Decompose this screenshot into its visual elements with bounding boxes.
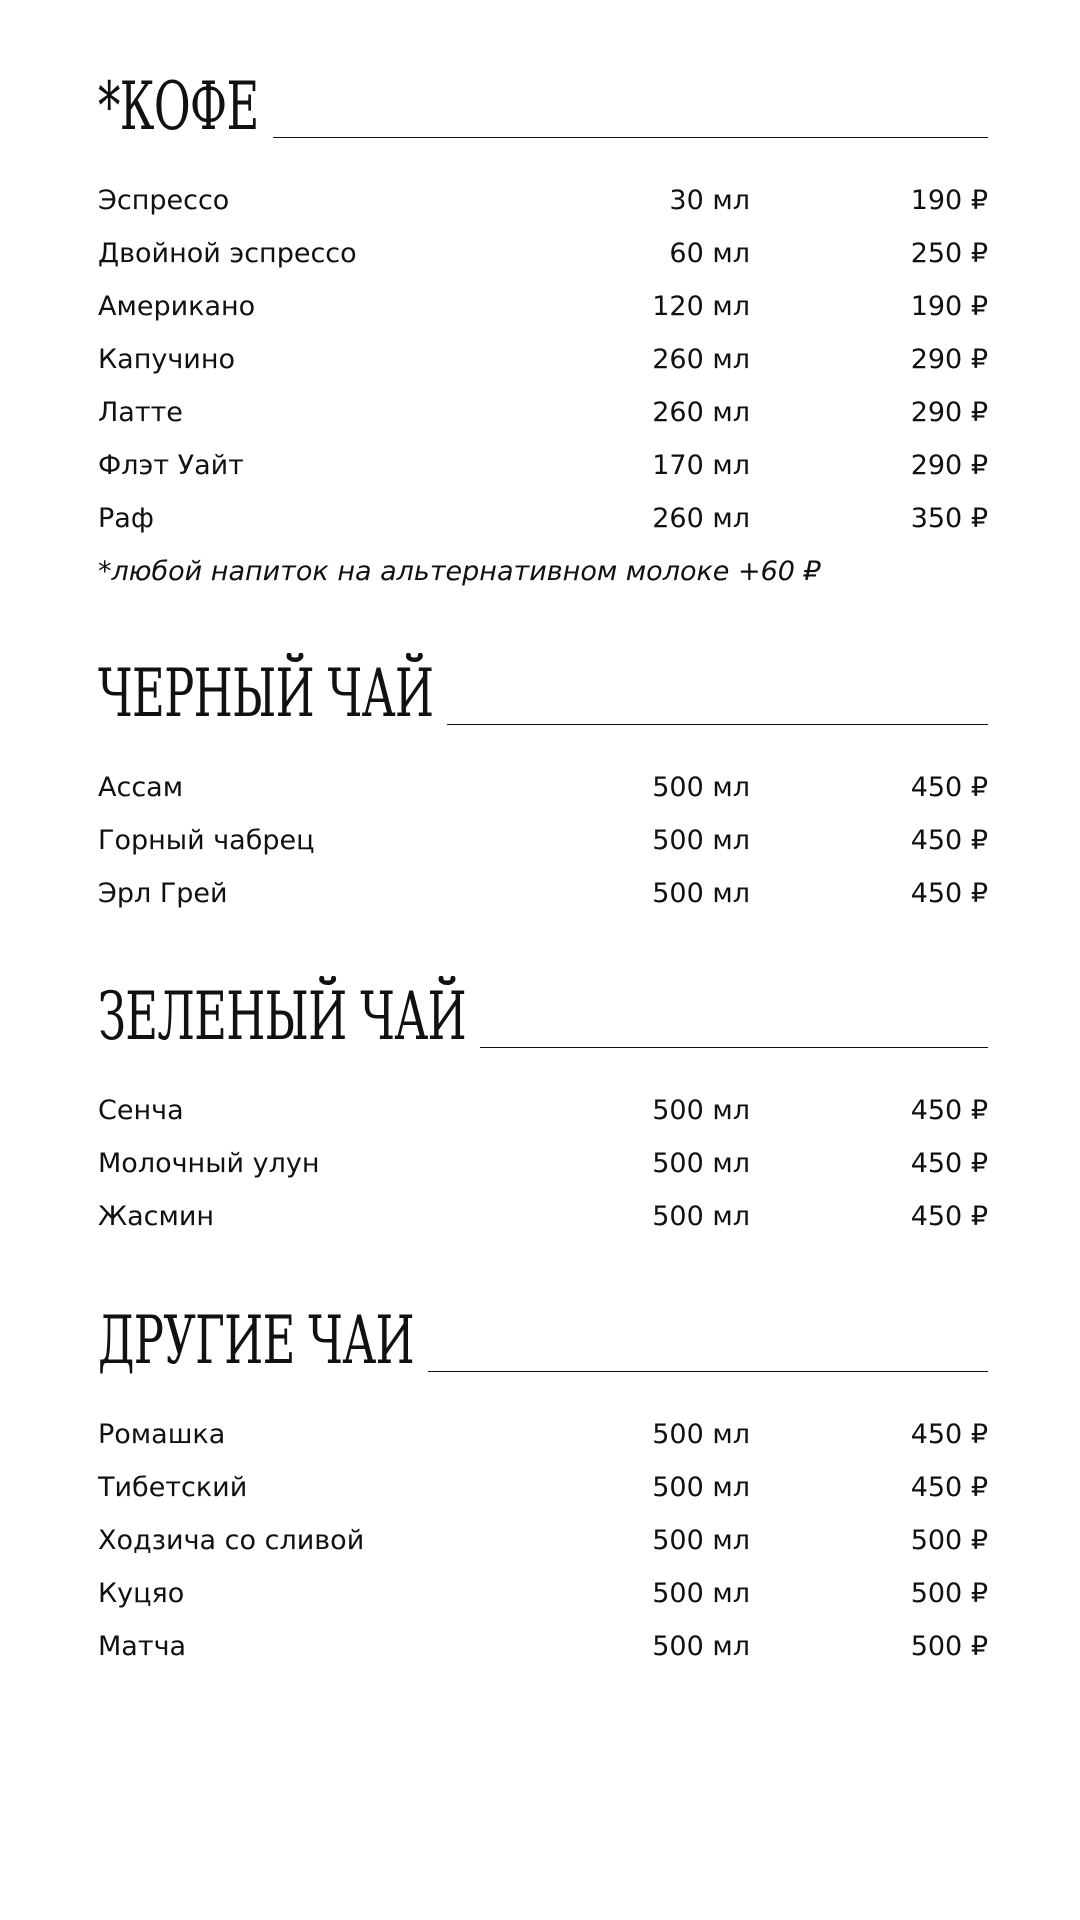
menu-row [98, 1567, 988, 1620]
item-volume: 500 мл [652, 1472, 750, 1503]
item-price: 450 ₽ [910, 772, 988, 803]
menu-row [98, 867, 988, 920]
coffee-heading-rule [273, 137, 988, 138]
item-volume: 30 мл [669, 185, 750, 216]
green-tea-title: ЗЕЛЕНЫЙ ЧАЙ [98, 978, 466, 1055]
item-name: Латте [98, 397, 183, 428]
other-tea-title: ДРУГИЕ ЧАИ [98, 1302, 415, 1379]
item-price: 450 ₽ [910, 825, 988, 856]
item-price: 190 ₽ [910, 291, 988, 322]
item-volume: 170 мл [652, 450, 750, 481]
menu-row [98, 1461, 988, 1514]
menu-row [98, 227, 988, 280]
item-name: Американо [98, 291, 256, 322]
item-volume: 260 мл [652, 397, 750, 428]
menu-row [98, 1084, 988, 1137]
item-price: 450 ₽ [910, 1201, 988, 1232]
item-price: 450 ₽ [910, 1472, 988, 1503]
item-price: 500 ₽ [910, 1525, 988, 1556]
item-price: 500 ₽ [910, 1631, 988, 1662]
item-price: 250 ₽ [910, 238, 988, 269]
item-price: 450 ₽ [910, 1419, 988, 1450]
menu-row [98, 333, 988, 386]
item-volume: 260 мл [652, 503, 750, 534]
menu-row [98, 761, 988, 814]
green-tea-heading [98, 970, 988, 1055]
item-price: 290 ₽ [910, 397, 988, 428]
item-price: 500 ₽ [910, 1578, 988, 1609]
coffee-heading [98, 60, 988, 145]
alternative-milk-note: *любой напиток на альтернативном молоке +60 ₽ [98, 556, 821, 587]
item-name: Куцяо [98, 1578, 185, 1609]
menu-row [98, 814, 988, 867]
item-name: Капучино [98, 344, 236, 375]
menu-row [98, 174, 988, 227]
item-name: Эспрессо [98, 185, 230, 216]
item-price: 350 ₽ [910, 503, 988, 534]
menu-row [98, 1514, 988, 1567]
item-price: 450 ₽ [910, 1095, 988, 1126]
item-volume: 500 мл [652, 878, 750, 909]
item-volume: 500 мл [652, 772, 750, 803]
menu-row [98, 439, 988, 492]
item-volume: 500 мл [652, 1419, 750, 1450]
menu-row [98, 1408, 988, 1461]
black-tea-title: ЧЕРНЫЙ ЧАЙ [98, 655, 434, 732]
item-price: 290 ₽ [910, 450, 988, 481]
menu-row [98, 492, 988, 545]
item-volume: 500 мл [652, 1578, 750, 1609]
item-volume: 260 мл [652, 344, 750, 375]
item-volume: 60 мл [669, 238, 750, 269]
menu-row [98, 1620, 988, 1673]
coffee-title: *КОФЕ [98, 68, 259, 145]
menu-row [98, 280, 988, 333]
item-name: Тибетский [98, 1472, 248, 1503]
menu-row [98, 1190, 988, 1243]
item-name: Горный чабрец [98, 825, 315, 856]
other-tea-heading [98, 1294, 988, 1379]
item-price: 190 ₽ [910, 185, 988, 216]
item-name: Матча [98, 1631, 187, 1662]
item-volume: 120 мл [652, 291, 750, 322]
item-name: Сенча [98, 1095, 184, 1126]
item-name: Ромашка [98, 1419, 226, 1450]
item-name: Ходзича со сливой [98, 1525, 365, 1556]
menu-row [98, 386, 988, 439]
item-volume: 500 мл [652, 825, 750, 856]
item-name: Ассам [98, 772, 184, 803]
item-price: 450 ₽ [910, 1148, 988, 1179]
black-tea-heading [98, 647, 988, 732]
item-volume: 500 мл [652, 1525, 750, 1556]
item-name: Эрл Грей [98, 878, 228, 909]
item-name: Жасмин [98, 1201, 215, 1232]
item-price: 450 ₽ [910, 878, 988, 909]
black-tea-heading-rule [447, 724, 988, 725]
menu-row [98, 1137, 988, 1190]
item-volume: 500 мл [652, 1201, 750, 1232]
item-price: 290 ₽ [910, 344, 988, 375]
item-volume: 500 мл [652, 1148, 750, 1179]
item-name: Двойной эспрессо [98, 238, 357, 269]
item-volume: 500 мл [652, 1095, 750, 1126]
green-tea-heading-rule [480, 1047, 988, 1048]
item-volume: 500 мл [652, 1631, 750, 1662]
item-name: Молочный улун [98, 1148, 320, 1179]
item-name: Раф [98, 503, 154, 534]
item-name: Флэт Уайт [98, 450, 244, 481]
other-tea-heading-rule [428, 1371, 988, 1372]
